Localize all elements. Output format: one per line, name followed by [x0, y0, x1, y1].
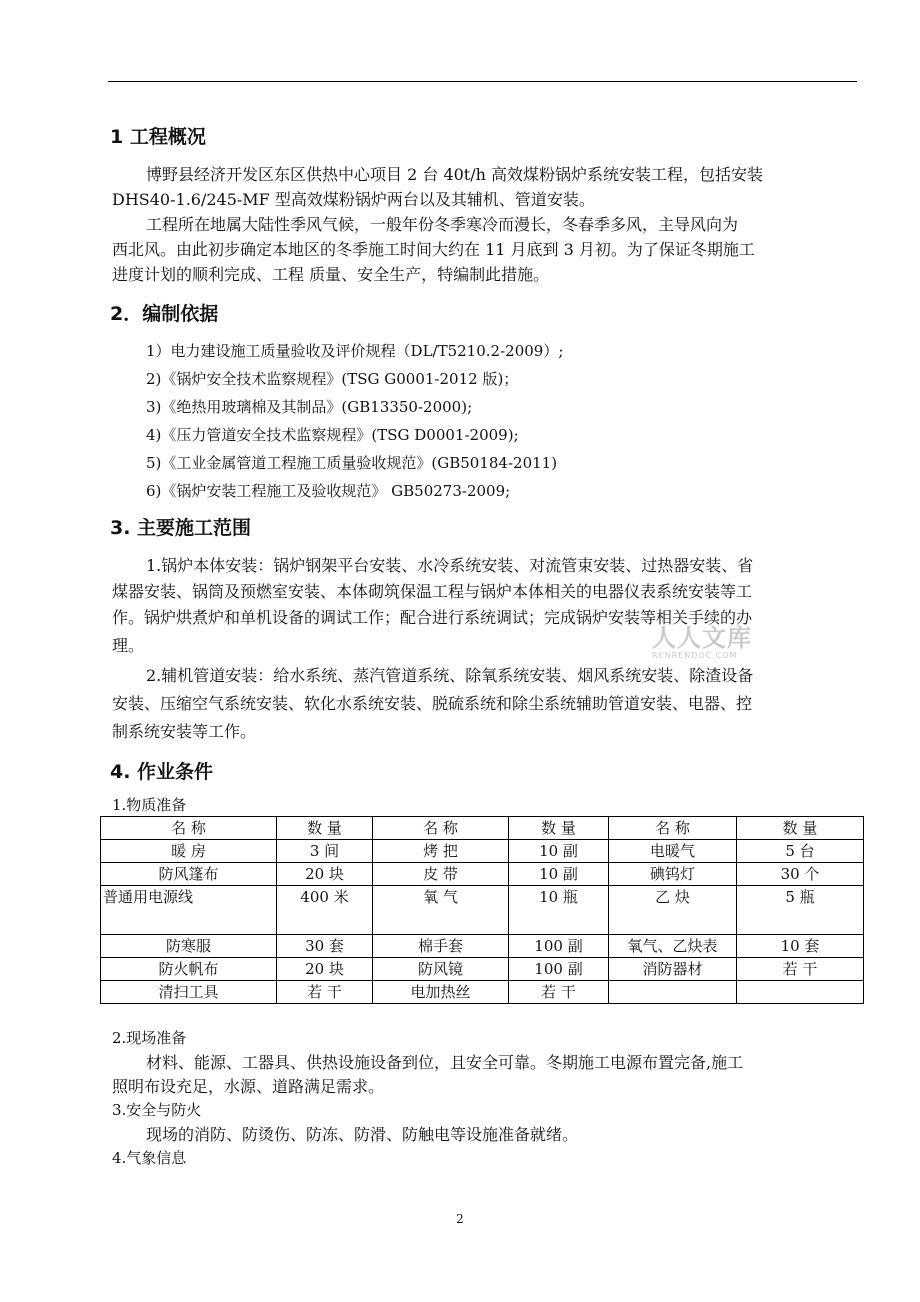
- ref-item: 3)《绝热用玻璃棉及其制品》(GB13350-2000);: [146, 398, 473, 416]
- table-row: [101, 958, 864, 981]
- table-cell: 防风篷布: [101, 863, 277, 886]
- s3-p1-line1: 1.锅炉本体安装：锅炉钢架平台安装、水冷系统安装、对流管束安装、过热器安装、省: [146, 556, 754, 575]
- s1-p1-line1: 博野县经济开发区东区供热中心项目 2 台 40t/h 高效煤粉锅炉系统安装工程，包括安装: [146, 165, 764, 184]
- table-row: [101, 886, 864, 935]
- table-cell: 防火帆布: [101, 958, 277, 981]
- table-header-cell: 名 称: [373, 817, 509, 840]
- table-cell: 10 副: [509, 863, 609, 886]
- watermark-logo: [652, 618, 752, 660]
- table-header-cell: 名 称: [609, 817, 737, 840]
- ref-item: 5)《工业金属管道工程施工质量验收规范》(GB50184-2011): [146, 454, 558, 472]
- s3-p1-line3: 作。锅炉烘煮炉和单机设备的调试工作；配合进行系统调试；完成锅炉安装等相关手续的办: [112, 608, 753, 627]
- table-cell: 10 副: [509, 840, 609, 863]
- table-cell: 若 干: [509, 981, 609, 1004]
- table-cell: 若 干: [277, 981, 373, 1004]
- s3-p2-line1: 2.辅机管道安装：给水系统、蒸汽管道系统、除氧系统安装、烟风系统安装、除渣设备: [146, 666, 754, 685]
- table-cell: [609, 981, 737, 1004]
- table-cell: 100 副: [509, 935, 609, 958]
- table-header-cell: 数 量: [509, 817, 609, 840]
- table-cell: 碘钨灯: [609, 863, 737, 886]
- table-cell: 清扫工具: [101, 981, 277, 1004]
- table-row: [101, 840, 864, 863]
- sub-heading-site: 2.现场准备: [112, 1029, 187, 1047]
- table-cell: 30 个: [737, 863, 864, 886]
- table-cell: 防风镜: [373, 958, 509, 981]
- sub-heading-weather: 4.气象信息: [112, 1149, 187, 1167]
- s3-p1-line4: 理。: [112, 636, 145, 655]
- table-cell: 普通用电源线: [101, 886, 277, 935]
- table-cell: 3 间: [277, 840, 373, 863]
- table-cell: 10 套: [737, 935, 864, 958]
- ref-item: 4)《压力管道安全技术监察规程》(TSG D0001-2009);: [146, 426, 519, 444]
- table-cell: 皮 带: [373, 863, 509, 886]
- s3-p2-line2: 安装、压缩空气系统安装、软化水系统安装、脱硫系统和除尘系统辅助管道安装、电器、控: [112, 694, 753, 713]
- s1-p2-line2: 西北风。由此初步确定本地区的冬季施工时间大约在 11 月底到 3 月初。为了保证冬期施工: [112, 240, 755, 259]
- ref-item: 2)《锅炉安全技术监察规程》(TSG G0001-2012 版)；: [146, 370, 519, 388]
- s3-p2-line3: 制系统安装等工作。: [112, 722, 257, 741]
- table-header-row: [101, 817, 864, 840]
- s3-p1-line2: 煤器安装、锅筒及预燃室安装、本体砌筑保温工程与锅炉本体相关的电器仪表系统安装等工: [112, 582, 753, 601]
- table-cell: 电加热丝: [373, 981, 509, 1004]
- table-header-cell: 数 量: [737, 817, 864, 840]
- watermark-title: 人人文库: [652, 624, 752, 652]
- table-cell: 氧气、乙炔表: [609, 935, 737, 958]
- section-2-title: 2．编制依据: [110, 303, 219, 325]
- table-cell: 400 米: [277, 886, 373, 935]
- table-cell: 20 块: [277, 863, 373, 886]
- site-line2: 照明布设充足，水源、道路满足需求。: [112, 1077, 385, 1096]
- table-cell: 棉手套: [373, 935, 509, 958]
- sub-heading-safety: 3.安全与防火: [112, 1101, 202, 1119]
- table-cell: 30 套: [277, 935, 373, 958]
- table-cell: 暖 房: [101, 840, 277, 863]
- site-line1: 材料、能源、工器具、供热设施设备到位，且安全可靠。冬期施工电源布置完备,施工: [146, 1053, 744, 1072]
- table-cell: 防寒服: [101, 935, 277, 958]
- safety-line1: 现场的消防、防烫伤、防冻、防滑、防触电等设施准备就绪。: [146, 1125, 579, 1144]
- s1-p1-line2: DHS40-1.6/245-MF 型高效煤粉锅炉两台以及其辅机、管道安装。: [112, 190, 595, 209]
- s1-p2-line1: 工程所在地属大陆性季风气候，一般年份冬季寒冷而漫长，冬春季多风，主导风向为: [146, 215, 739, 234]
- materials-table: [100, 816, 864, 1004]
- sub-heading-materials: 1.物质准备: [112, 796, 187, 814]
- table-row: [101, 935, 864, 958]
- table-cell: 烤 把: [373, 840, 509, 863]
- s1-p2-line3: 进度计划的顺利完成、工程 质量、安全生产，特编制此措施。: [112, 265, 550, 284]
- table-cell: 消防器材: [609, 958, 737, 981]
- table-cell: 乙 炔: [609, 886, 737, 935]
- table-header-cell: 数 量: [277, 817, 373, 840]
- table-cell: 氧 气: [373, 886, 509, 935]
- table-cell: 5 瓶: [737, 886, 864, 935]
- table-cell: 若 干: [737, 958, 864, 981]
- section-4-title: 4. 作业条件: [110, 761, 214, 783]
- table-row: [101, 981, 864, 1004]
- table-header-cell: 名 称: [101, 817, 277, 840]
- table-cell: 20 块: [277, 958, 373, 981]
- table-cell: [737, 981, 864, 1004]
- header-rule: [108, 81, 857, 82]
- watermark-site: RENRENDOC.COM: [652, 651, 738, 660]
- section-3-title: 3. 主要施工范围: [110, 517, 252, 539]
- table-cell: 5 台: [737, 840, 864, 863]
- ref-item: 1）电力建设施工质量验收及评价规程（DL/T5210.2-2009）;: [146, 342, 564, 360]
- table-cell: 100 副: [509, 958, 609, 981]
- table-cell: 电暖气: [609, 840, 737, 863]
- section-1-title: 1 工程概况: [110, 126, 206, 148]
- table-cell: 10 瓶: [509, 886, 609, 935]
- ref-item: 6)《锅炉安装工程施工及验收规范》 GB50273-2009;: [146, 482, 511, 500]
- table-row: [101, 863, 864, 886]
- page-number: 2: [456, 1212, 464, 1226]
